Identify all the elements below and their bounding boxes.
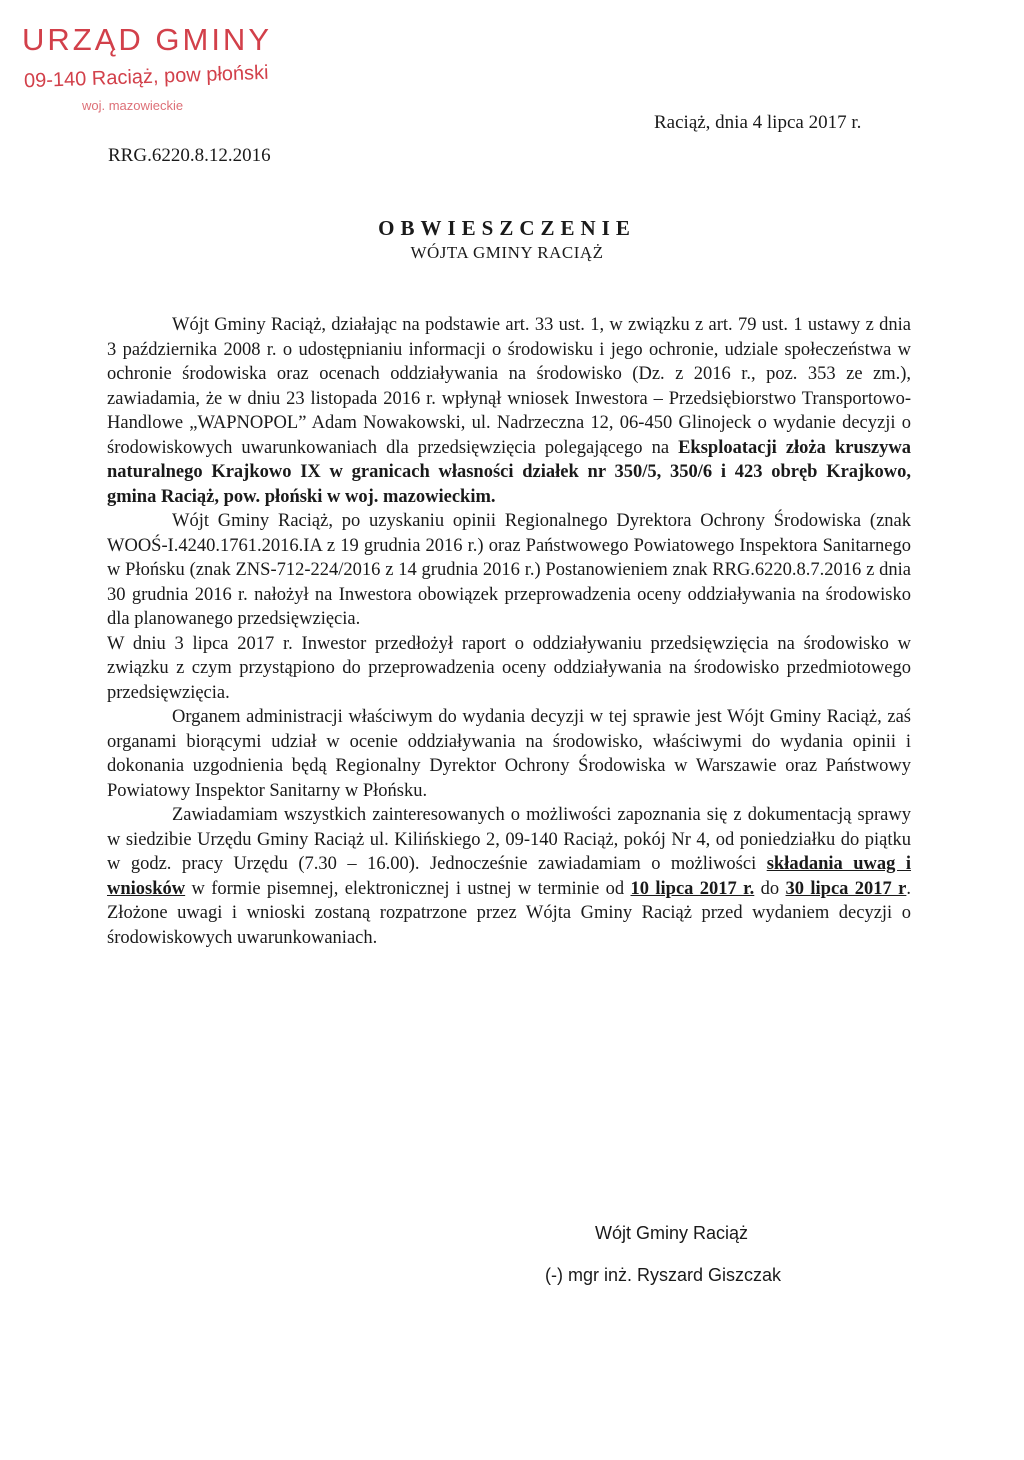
place-and-date: Raciąż, dnia 4 lipca 2017 r. bbox=[654, 112, 862, 133]
stamp-voivodeship: woj. mazowieckie bbox=[82, 98, 184, 113]
reference-number: RRG.6220.8.12.2016 bbox=[108, 145, 271, 166]
comments-highlight: składania uwag i wniosków bbox=[107, 854, 912, 899]
signatory-name: (-) mgr inż. Ryszard Giszczak bbox=[545, 1265, 782, 1285]
paragraph-application bbox=[107, 313, 911, 509]
paragraph-opinions: Wójt Gminy Raciąż, po uzyskaniu opinii Regionalnego Dyrektora Ochrony Środowiska (znak WOOŚ-I.4240.1761.2016.IA z 19 grudnia 2016 r.) oraz Państwowego Powiatowego Inspektora Sanitarnego w Płońsku (znak ZNS-712-224/2016 z 14 grudnia 2016 r.) Postanowieniem znak RRG.6220.8.7.2016 z dnia 30 grudnia 2016 r. nałożył na Inwestora obowiązek przeprowadzenia oceny oddziaływania na środowisko dla planowanego przedsięwzięcia. bbox=[107, 511, 911, 629]
consultation-text: Zawiadamiam wszystkich zainteresowanych o możliwości zapoznania się z dokumentacją sprawy w siedzibie Urzędu Gminy Raciąż ul. Kilińskiego 2, 09-140 Raciąż, pokój Nr 4, od poniedziałku do piątku w godz. pracy Urzędu (7.30 – 16.00). Jednocześnie zawiadamiam o możliwości bbox=[107, 805, 911, 874]
paragraph-report: W dniu 3 lipca 2017 r. Inwestor przedłożył raport o oddziaływaniu przedsięwzięcia na środowisko w związku z czym przystąpiono do przeprowadzenia oceny oddziaływania na środowisko przedmiotowego przedsięwzięcia. bbox=[107, 633, 911, 703]
paragraph-application-text: Wójt Gminy Raciąż, działając na podstawie art. 33 ust. 1, w związku z art. 79 ust. 1 ustawy z dnia 3 października 2008 r. o udostępnianiu informacji o środowisku i jego ochronie, udziale społeczeństwa w ochronie środowiska oraz ocenach oddziaływania na środowisko (Dz. z 2016 r., poz. 353 ze zm.), zawiadamia, że w dniu 23 listopada 2016 r. wpłynął wniosek Inwestora – Przedsiębiorstwo Transportowo-Handlowe „WAPNOPOL” Adam Nowakowski, ul. Nadrzeczna 12, 06-450 Glinojeck o wydanie decyzji o środowiskowych uwarunkowaniach dla przedsięwzięcia polegającego na bbox=[107, 315, 911, 458]
paragraph-consultation bbox=[107, 803, 911, 950]
stamp-office-name: URZĄD GMINY bbox=[22, 22, 272, 57]
consultation-form-text: w formie pisemnej, elektronicznej i ustnej w terminie od bbox=[185, 878, 631, 899]
end-date: 30 lipca 2017 r bbox=[785, 878, 907, 899]
document-title: OBWIESZCZENIE bbox=[378, 216, 636, 240]
stamp-address: 09-140 Raciąż, pow płoński bbox=[23, 61, 269, 93]
date-separator: do bbox=[754, 878, 786, 899]
signatory-title: Wójt Gminy Raciąż bbox=[595, 1223, 749, 1243]
project-description: Eksploatacji złoża kruszywa naturalnego Krajkowo IX w granicach własności działek nr 350/5, 350/6 i 423 obręb Krajkowo, gmina Raciąż, pow. płoński w woj. mazowieckim. bbox=[107, 437, 911, 507]
start-date: 10 lipca 2017 r. bbox=[630, 878, 755, 899]
notice-body bbox=[107, 313, 911, 950]
paragraph-authority: Organem administracji właściwym do wydania decyzji w tej sprawie jest Wójt Gminy Raciąż, zaś organami biorącymi udział w ocenie oddziaływania na środowisko, właściwymi do wydania opinii i dokonania uzgodnienia będą Regionalny Dyrektor Ochrony Środowiska w Warszawie oraz Państwowy Powiatowy Inspektor Sanitarny w Płońsku. bbox=[107, 707, 911, 801]
document-subtitle: WÓJTA GMINY RACIĄŻ bbox=[410, 243, 604, 262]
consultation-closing-text: . Złożone uwagi i wnioski zostaną rozpatrzone przez Wójta Gminy Raciąż przed wydaniem decyzji o środowiskowych uwarunkowaniach. bbox=[107, 878, 911, 948]
